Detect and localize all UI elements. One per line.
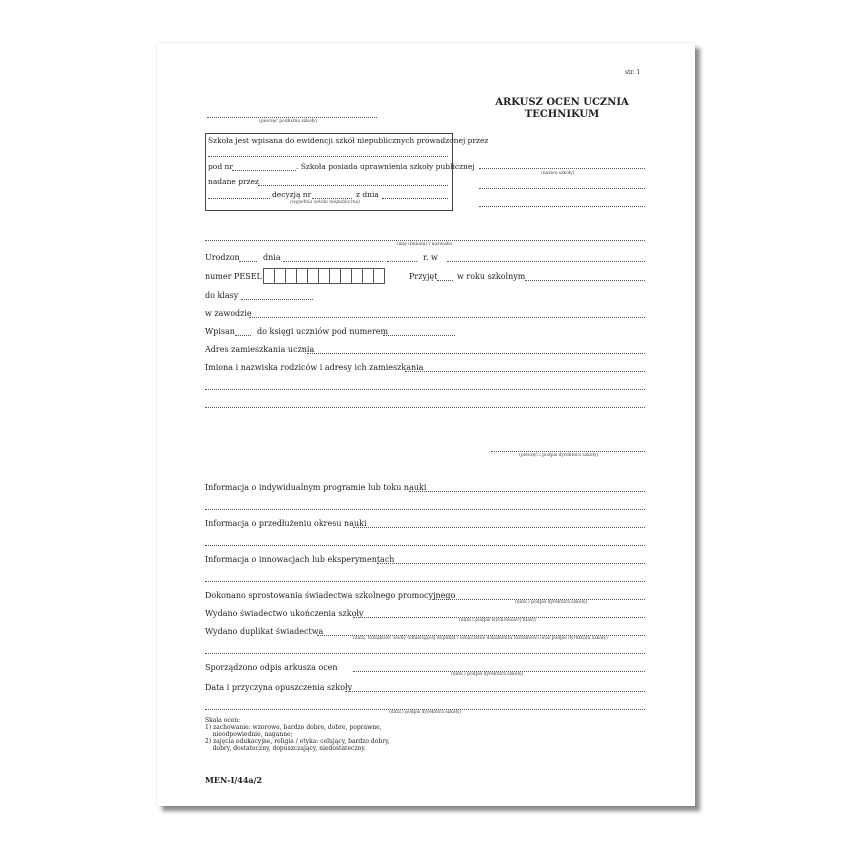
pesel-label: numer PESEL bbox=[205, 272, 262, 281]
registered-label: Wpisan bbox=[205, 327, 235, 336]
individual-program-label: Informacja o indywidualnym programie lub toku nauki bbox=[205, 483, 427, 492]
director-stamp-line bbox=[491, 451, 645, 452]
parents-dots3 bbox=[205, 407, 645, 408]
extension-dots1 bbox=[353, 527, 645, 528]
copy-label: Sporządzono odpis arkusza ocen bbox=[205, 663, 338, 672]
extension-dots2 bbox=[205, 545, 645, 546]
copy-caption: (data i podpis dyrektora szkoły) bbox=[451, 672, 524, 677]
pesel-cell[interactable] bbox=[373, 268, 385, 284]
leaving-caption: (data i podpis dyrektora szkoły) bbox=[389, 710, 462, 715]
school-name-caption: (nazwa szkoły) bbox=[541, 171, 575, 176]
innovations-dots2 bbox=[205, 581, 645, 582]
box-line2-b: . Szkoła posiada uprawnienia szkoły publicznej bbox=[296, 162, 475, 171]
form-sheet bbox=[157, 43, 695, 806]
birth-year-dots bbox=[387, 261, 417, 262]
innovations-dots1 bbox=[377, 563, 645, 564]
duplicate-label: Wydano duplikat świadectwa bbox=[205, 627, 324, 636]
school-name-line3 bbox=[479, 206, 645, 207]
individual-program-dots1 bbox=[409, 491, 645, 492]
leaving-label: Data i przyczyna opuszczenia szkoły bbox=[205, 683, 353, 692]
box-line2-a: pod nr bbox=[208, 162, 233, 171]
register-text: do księgi uczniów pod numerem bbox=[257, 327, 389, 336]
box-line4-a: decyzją nr bbox=[272, 190, 312, 199]
box-dots4 bbox=[208, 198, 270, 199]
box-caption: (wypełnia szkoła niepubliczna) bbox=[290, 200, 361, 205]
box-line4-b: z dnia bbox=[356, 190, 379, 199]
form-title-line1: ARKUSZ OCEN UCZNIA bbox=[495, 97, 629, 108]
admitted-label: Przyjęt bbox=[409, 272, 438, 281]
box-line3: nadane przez bbox=[208, 177, 259, 186]
box-dots1 bbox=[208, 156, 448, 157]
parents-label: Imiona i nazwiska rodziców i adresy ich zamieszkania bbox=[205, 363, 424, 372]
student-name-caption: imię (imiona) i nazwisko bbox=[397, 242, 453, 247]
parents-dots1 bbox=[405, 371, 645, 372]
certificate-caption: (data i podpis wychowawcy klasy) bbox=[459, 618, 537, 623]
school-stamp-caption: (pieczęć podłużna szkoły) bbox=[259, 119, 318, 124]
class-dots bbox=[241, 299, 313, 300]
director-caption: (pieczęć i podpis dyrektora szkoły) bbox=[519, 453, 599, 458]
grade-scale-behavior: 1) zachowanie: wzorowe, bardzo dobre, dobre, poprawne, nieodpowiednie, naganne; bbox=[205, 724, 382, 738]
duplicate-dots2 bbox=[205, 653, 645, 654]
page-number: str. 1 bbox=[625, 69, 641, 76]
school-name-line1 bbox=[479, 168, 645, 169]
box-dots2 bbox=[232, 170, 296, 171]
born-suffix-dots bbox=[239, 261, 257, 262]
box-line1: Szkoła jest wpisana do ewidencji szkół niepublicznych prowadzonej przez bbox=[208, 136, 489, 145]
registered-suffix-dots bbox=[235, 335, 251, 336]
born-label: Urodzon bbox=[205, 253, 240, 262]
individual-program-dots2 bbox=[205, 509, 645, 510]
birth-date-dots bbox=[283, 261, 383, 262]
correction-label: Dokonano sprostowania świadectwa szkolnego promocyjnego bbox=[205, 591, 456, 600]
parents-dots2 bbox=[205, 389, 645, 390]
box-dots5 bbox=[312, 198, 352, 199]
school-stamp-line bbox=[207, 117, 377, 118]
profession-dots bbox=[249, 317, 645, 318]
grade-scale-subjects: 2) zajęcia edukacyjne, religia / etyka: celujący, bardzo dobry, dobry, dostateczny, dopuszczający, niedostateczny. bbox=[205, 738, 390, 752]
box-dots3 bbox=[258, 185, 448, 186]
school-year-label: w roku szkolnym bbox=[457, 272, 526, 281]
certificate-label: Wydano świadectwo ukończenia szkoły bbox=[205, 609, 364, 618]
duplicate-caption: (data, tożsamość osoby odbierającej duplikat i oznaczenie dokumentu tożsamości oraz podpis dyrektora szkoły) bbox=[353, 636, 608, 641]
address-dots bbox=[307, 353, 645, 354]
pesel-cells[interactable] bbox=[263, 268, 384, 284]
profession-label: w zawodzie bbox=[205, 309, 252, 318]
register-number-dots bbox=[383, 335, 455, 336]
student-name-line bbox=[205, 240, 645, 241]
innovations-label: Informacja o innowacjach lub eksperymentach bbox=[205, 555, 395, 564]
day-label: dnia bbox=[263, 253, 281, 262]
admitted-suffix-dots bbox=[437, 280, 453, 281]
box-dots6 bbox=[382, 198, 448, 199]
school-name-line2 bbox=[479, 188, 645, 189]
form-title-line2: TECHNIKUM bbox=[524, 109, 600, 120]
correction-caption: (data i podpis dyrektora szkoły) bbox=[515, 600, 588, 605]
extension-label: Informacja o przedłużeniu okresu nauki bbox=[205, 519, 367, 528]
birth-place-dots bbox=[447, 261, 645, 262]
class-label: do klasy bbox=[205, 291, 239, 300]
address-label: Adres zamieszkania ucznia bbox=[205, 345, 315, 354]
year-suffix: r. w bbox=[423, 253, 438, 262]
grade-scale-title: Skala ocen: bbox=[205, 717, 241, 724]
form-code: MEN-I/44a/2 bbox=[205, 775, 263, 785]
private-school-box bbox=[205, 133, 489, 211]
school-year-dots bbox=[525, 280, 645, 281]
leaving-dots1 bbox=[345, 691, 645, 692]
